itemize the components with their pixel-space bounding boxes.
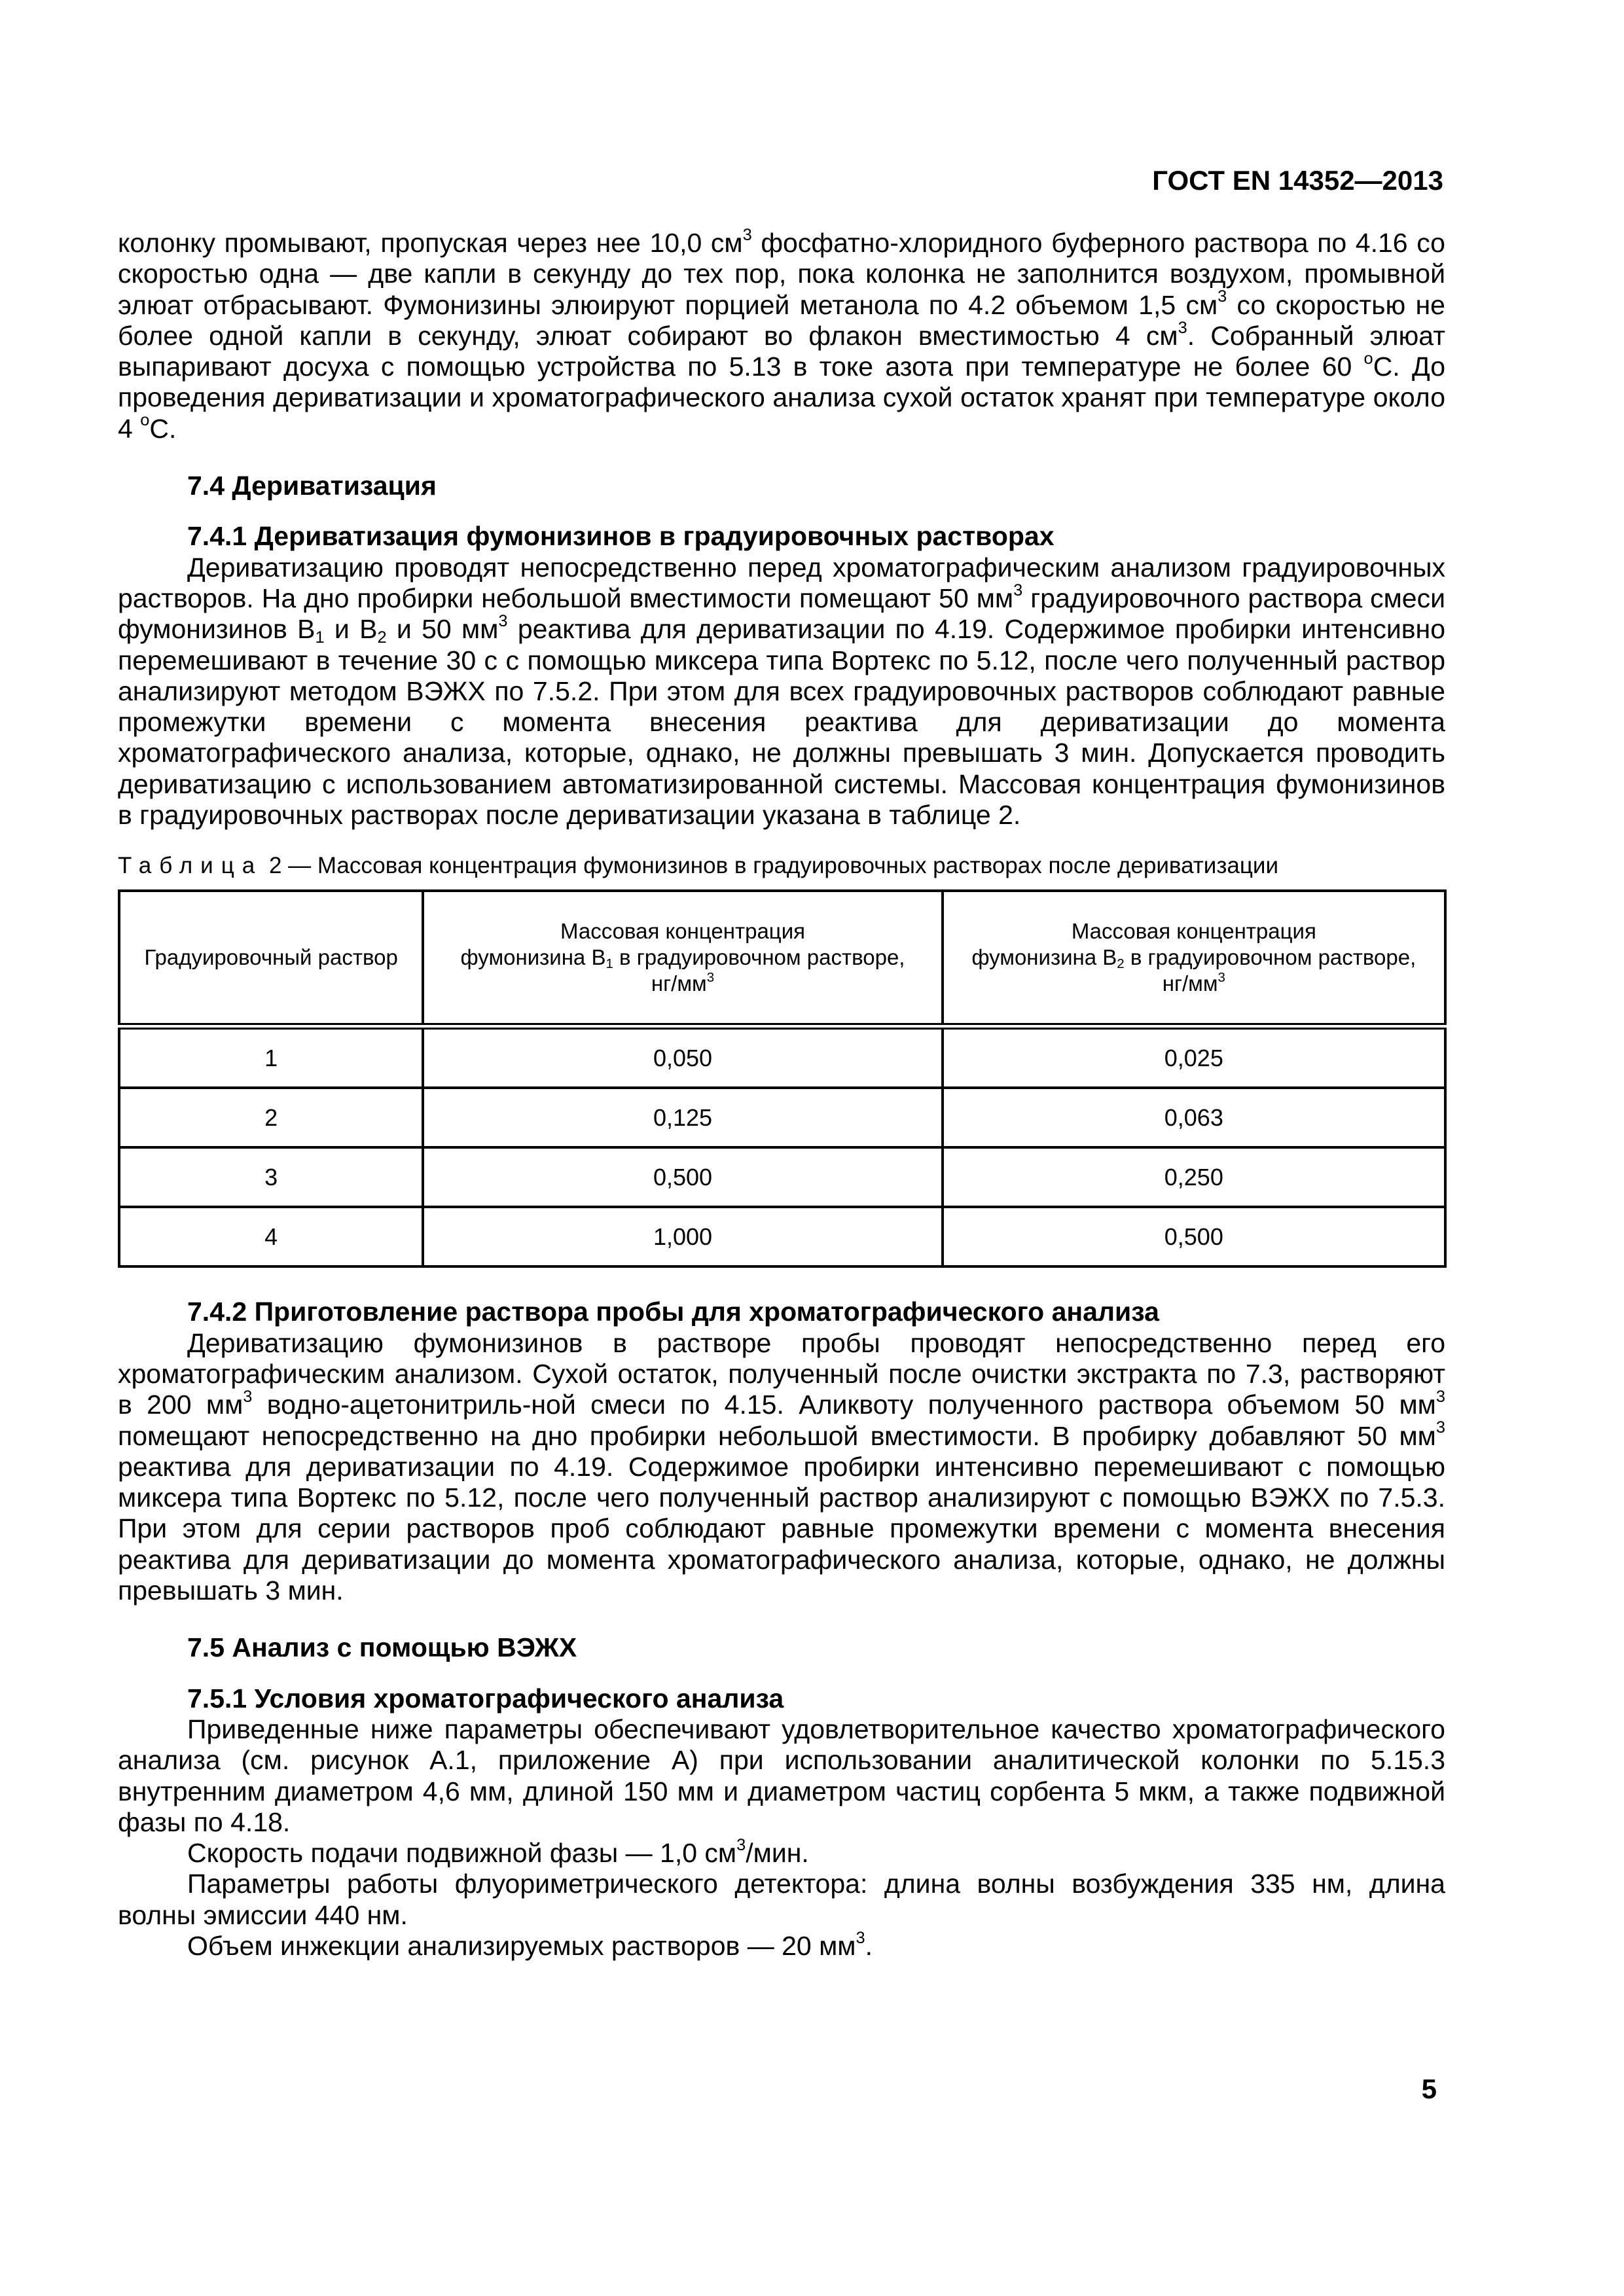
text-run: С.: [149, 413, 177, 444]
table-row: [119, 1207, 1445, 1266]
text-run: и В: [324, 614, 378, 645]
header-text: Массовая концентрация: [1071, 919, 1316, 944]
section-heading-7-5-1: 7.5.1 Условия хроматографического анализа: [187, 1683, 784, 1713]
cell-b1: 0,125: [423, 1088, 942, 1147]
cell-solution: 4: [119, 1207, 423, 1266]
section-heading-7-4-2: 7.4.2 Приготовление раствора пробы для хроматографического анализа: [187, 1297, 1159, 1327]
cell-b2: 0,025: [943, 1026, 1445, 1088]
cell-b2: 0,500: [943, 1207, 1445, 1266]
text-run: реактива для дериватизации по 4.19. Содержимое пробирки интенсивно перемешивают с помощью миксера типа Вортекс по 5.12, после чего полученный раствор анализируют с помощью ВЭЖХ по 7.5.3. При этом для серии растворов проб соблюдают равные промежутки времени с момента внесения реактива для дериватизации до момента хроматографического анализа, которые, однако, не должны превышать 3 мин.: [118, 1451, 1445, 1606]
text-run: реактива для дериватизации по 4.19. Содержимое пробирки интенсивно перемешивают в течение 30 с с помощью миксера типа Вортекс по 5.12, после чего полученный раствор анализируют методом ВЭЖХ по 7.5.2. При этом для всех градуировочных растворов соблюдают равные промежутки времени с момента внесения реактива для дериватизации до момента хроматографического анализа, которые, однако, не должны превышать 3 мин. Допускается проводить дериватизацию с использованием автоматизированной системы. Массовая концентрация фумонизинов в градуировочных растворах после дериватизации указана в таблице 2.: [118, 614, 1446, 831]
superscript: 3: [742, 225, 752, 244]
table-caption: [118, 853, 1445, 879]
text-run: фосфатно-хлоридного буферного раствора по 4.16 со скоростью одна — две капли в секунду до тех пор, пока колонка не заполнится воздухом, промывной элюат отбрасывают. Фумонизины элюируют порцией метанола по 4.2 объемом 1,5 см: [118, 228, 1445, 320]
section-7-4-2-body: [118, 1328, 1445, 1607]
intro-paragraph: [118, 225, 1446, 444]
text-run: . Собранный элюат выпаривают досуха с помощью устройства по 5.13 в токе азота при температуре не более 60: [118, 320, 1445, 382]
text-run: колонку промывают, пропуская через нее 10,0 см: [118, 228, 743, 258]
text-run: Скорость подачи подвижной фазы — 1,0 см: [187, 1838, 737, 1869]
text-run: и 50 мм: [386, 614, 499, 645]
document-standard-id: ГОСТ EN 14352—2013: [1152, 165, 1443, 196]
caption-text: — Массовая концентрация фумонизинов в градуировочных растворах после дериватизации: [281, 853, 1279, 879]
text-run: Объем инжекции анализируемых растворов — 20 мм: [187, 1930, 856, 1961]
caption-number: 2: [262, 853, 282, 879]
header-b2-concentration: [943, 891, 1445, 1026]
header-text: фумонизина В: [971, 945, 1117, 970]
section-heading-7-4-1: 7.4.1 Дериватизация фумонизинов в градуировочных растворах: [187, 521, 1055, 552]
text-run: Дериватизацию фумонизинов в растворе пробы проводят непосредственно перед его хроматографическим анализом. Сухой остаток, полученный после очистки экстракта по 7.3, растворяют в 200 мм: [118, 1327, 1445, 1420]
subscript: 2: [377, 628, 387, 647]
superscript: 3: [706, 969, 715, 985]
subscript: 2: [1117, 956, 1125, 972]
table-row: [119, 1147, 1445, 1207]
header-text: фумонизина В: [460, 945, 606, 970]
cell-solution: 3: [119, 1147, 423, 1207]
cell-solution: 2: [119, 1088, 423, 1147]
header-text: в градуировочном растворе,: [613, 945, 905, 970]
section-7-5-1-para-2: [118, 1835, 1445, 1869]
header-calibration-solution: Градуировочный раствор: [119, 891, 423, 1026]
header-b1-concentration: [423, 891, 942, 1026]
caption-label: Таблица: [118, 853, 263, 879]
header-text: Массовая концентрация: [560, 919, 806, 944]
section-heading-7-4: 7.4 Дериватизация: [187, 471, 437, 501]
superscript: 3: [243, 1387, 253, 1406]
calibration-concentration-table: [118, 889, 1447, 1268]
section-7-5-1-para-4: [118, 1928, 1445, 1962]
superscript: o: [140, 411, 150, 430]
cell-b1: 0,500: [423, 1147, 942, 1207]
superscript: 3: [1013, 581, 1023, 600]
superscript: 3: [498, 611, 508, 630]
page-content: [118, 225, 1446, 1962]
superscript: o: [1363, 349, 1373, 368]
text-run: /мин.: [746, 1838, 809, 1869]
subscript: 1: [605, 956, 613, 972]
table-row: [119, 1026, 1445, 1088]
cell-b1: 0,050: [423, 1026, 942, 1088]
superscript: 3: [1435, 1418, 1445, 1437]
text-run: .: [865, 1930, 873, 1961]
section-7-5-1-para-1: Приведенные ниже параметры обеспечивают удовлетворительное качество хроматографического анализа (см. рисунок А.1, приложение А) при использовании аналитической колонки по 5.15.3 внутренним диаметром 4,6 мм, длиной 150 мм и диаметром частиц сорбента 5 мкм, а также подвижной фазы по 4.18.: [118, 1713, 1445, 1837]
superscript: 3: [736, 1835, 746, 1854]
table-header-row: [119, 891, 1445, 1026]
cell-b1: 1,000: [423, 1207, 942, 1266]
text-run: градуировочного раствора смеси фумонизинов В: [118, 583, 1445, 645]
text-run: С. До проведения дериватизации и хроматографического анализа сухой остаток хранят при температуре около 4: [118, 351, 1446, 444]
text-run: помещают непосредственно на дно пробирки небольшой вместимости. В пробирку добавляют 50 мм: [118, 1420, 1436, 1451]
cell-solution: 1: [119, 1026, 423, 1088]
header-unit: нг/мм: [651, 971, 707, 996]
superscript: 3: [1218, 287, 1227, 306]
header-unit: нг/мм: [1162, 971, 1218, 996]
superscript: 3: [1435, 1387, 1445, 1406]
header-text: в градуировочном растворе,: [1124, 945, 1416, 970]
cell-b2: 0,063: [943, 1088, 1445, 1147]
superscript: 3: [1218, 969, 1225, 985]
page-number: 5: [1421, 2073, 1437, 2104]
section-7-5-1-para-3: Параметры работы флуориметрического детектора: длина волны возбуждения 335 нм, длина волны эмиссии 440 нм.: [118, 1869, 1445, 1930]
section-heading-7-5: 7.5 Анализ с помощью ВЭЖХ: [187, 1632, 577, 1663]
cell-b2: 0,250: [943, 1147, 1445, 1207]
superscript: 3: [856, 1928, 865, 1947]
subscript: 1: [315, 628, 325, 647]
text-run: Дериватизацию проводят непосредственно перед хроматографическим анализом градуировочных растворов. На дно пробирки небольшой вместимости помещают 50 мм: [118, 552, 1445, 613]
table-row: [119, 1088, 1445, 1147]
superscript: 3: [1178, 318, 1187, 337]
text-run: водно-ацетонитриль-ной смеси по 4.15. Аликвоту полученного раствора объемом 50 мм: [252, 1390, 1436, 1420]
text-run: со скоростью не более одной капли в секунду, элюат собирают во флакон вместимостью 4 см: [118, 289, 1445, 351]
section-7-4-1-body: [118, 552, 1445, 831]
